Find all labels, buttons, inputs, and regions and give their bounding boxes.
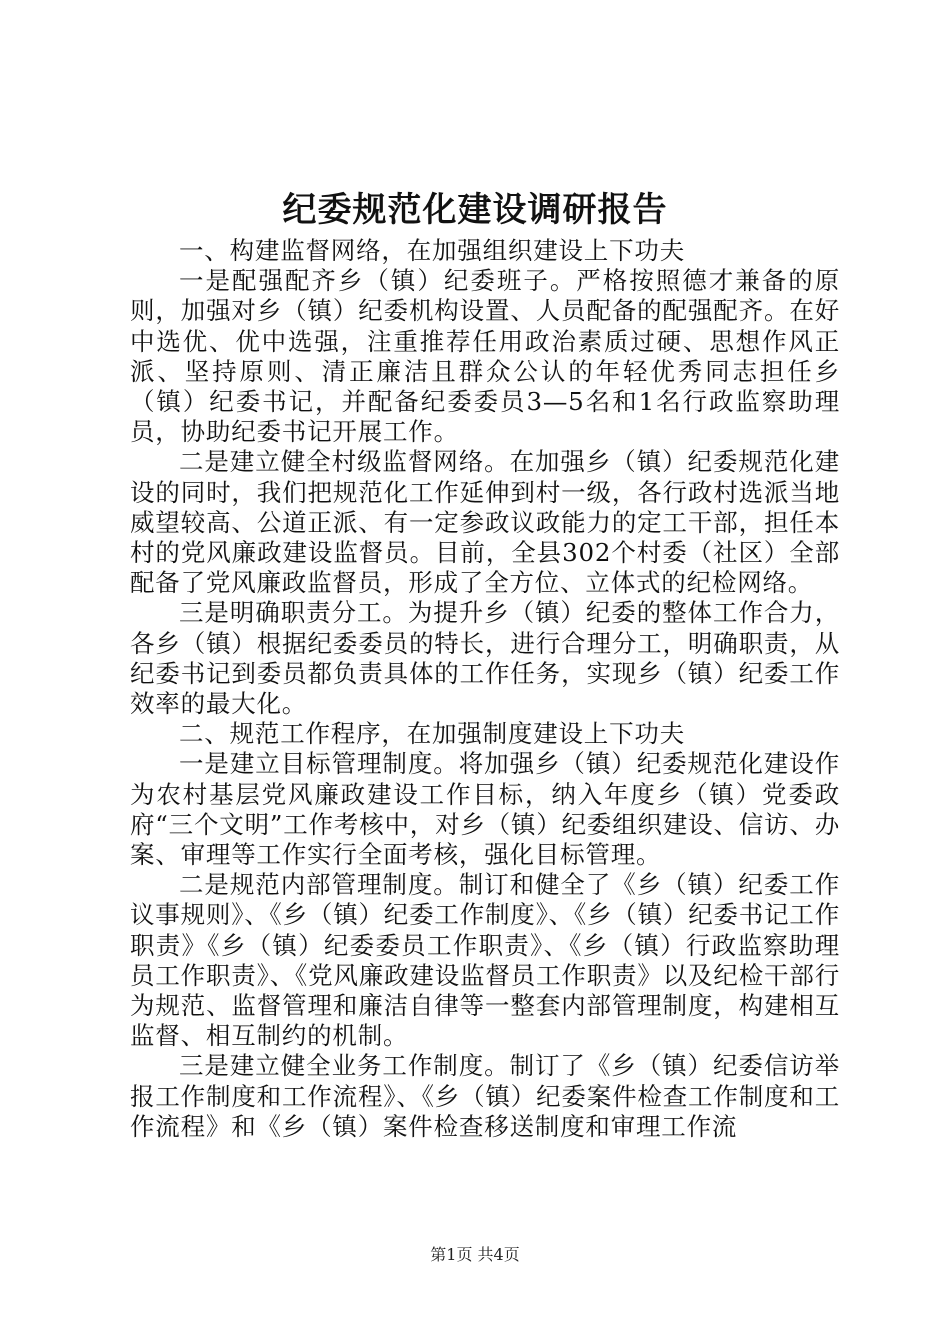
document-body <box>130 236 840 1142</box>
body-paragraph: 二是建立健全村级监督网络。在加强乡（镇）纪委规范化建设的同时，我们把规范化工作延伸到村一级，各行政村选派当地威望较高、公道正派、有一定参政议政能力的定工干部，担任本村的党风廉政建设监督员。目前，全县302个村委（社区）全部配备了党风廉政监督员，形成了全方位、立体式的纪检网络。 <box>130 447 840 598</box>
body-paragraph: 二是规范内部管理制度。制订和健全了《乡（镇）纪委工作议事规则》、《乡（镇）纪委工作制度》、《乡（镇）纪委书记工作职责》《乡（镇）纪委委员工作职责》、《乡（镇）行政监察助理员工作职责》、《党风廉政建设监督员工作职责》以及纪检干部行为规范、监督管理和廉洁自律等一整套内部管理制度，构建相互监督、相互制约的机制。 <box>130 870 840 1051</box>
body-paragraph: 一是建立目标管理制度。将加强乡（镇）纪委规范化建设作为农村基层党风廉政建设工作目标，纳入年度乡（镇）党委政府“三个文明”工作考核中，对乡（镇）纪委组织建设、信访、办案、审理等工作实行全面考核，强化目标管理。 <box>130 749 840 870</box>
section-heading: 一、构建监督网络，在加强组织建设上下功夫 <box>179 236 685 265</box>
section-heading: 二、规范工作程序，在加强制度建设上下功夫 <box>179 719 685 749</box>
body-paragraph: 一是配强配齐乡（镇）纪委班子。严格按照德才兼备的原则，加强对乡（镇）纪委机构设置、人员配备的配强配齐。在好中选优、优中选强，注重推荐任用政治素质过硬、思想作风正派、坚持原则、清正廉洁且群众公认的年轻优秀同志担任乡（镇）纪委书记，并配备纪委委员3—5名和1名行政监察助理员，协助纪委书记开展工作。 <box>130 266 840 447</box>
page-footer <box>0 1243 950 1267</box>
document-title: 纪委规范化建设调研报告 <box>282 190 668 230</box>
page-total: 共4页 <box>477 1245 520 1264</box>
page-number: 第1页 <box>430 1245 473 1264</box>
body-paragraph: 三是建立健全业务工作制度。制订了《乡（镇）纪委信访举报工作制度和工作流程》、《乡（镇）纪委案件检查工作制度和工作流程》和《乡（镇）案件检查移送制度和审理工作流 <box>130 1051 840 1141</box>
body-paragraph: 三是明确职责分工。为提升乡（镇）纪委的整体工作合力，各乡（镇）根据纪委委员的特长，进行合理分工，明确职责，从纪委书记到委员都负责具体的工作任务，实现乡（镇）纪委工作效率的最大化。 <box>130 598 840 719</box>
